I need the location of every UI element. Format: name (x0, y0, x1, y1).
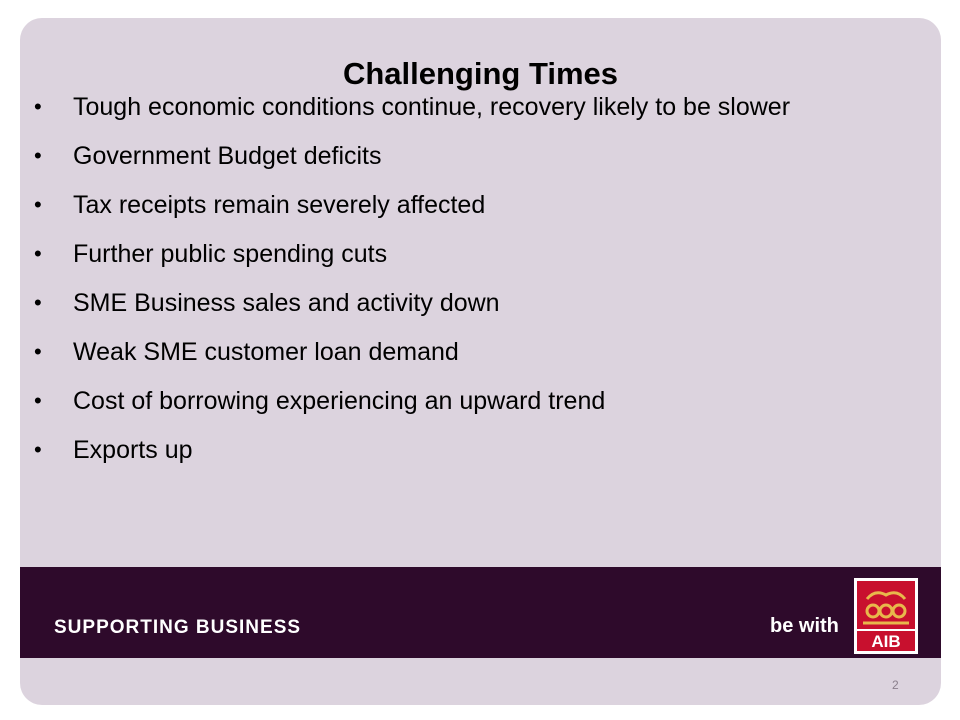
logo-text: AIB (871, 632, 901, 651)
bullet-dot-icon: • (34, 94, 42, 119)
bullet-text: Further public spending cuts (73, 240, 388, 268)
bullet-dot-icon: • (34, 437, 42, 462)
bullet-item (32, 433, 902, 467)
bullet-text: Government Budget deficits (73, 142, 382, 170)
bullet-text: SME Business sales and activity down (73, 289, 500, 317)
bullet-text: Weak SME customer loan demand (73, 338, 459, 366)
bullet-item (32, 90, 902, 124)
bullet-item (32, 384, 902, 418)
bullet-item (32, 139, 902, 173)
footer-band (20, 567, 941, 658)
bullet-text: Exports up (73, 436, 193, 464)
bullet-item (32, 335, 902, 369)
footer-tagline: SUPPORTING BUSINESS (54, 617, 302, 638)
bullet-dot-icon: • (34, 143, 42, 168)
page-number: 2 (892, 678, 899, 692)
bullet-text: Tax receipts remain severely affected (73, 191, 486, 219)
be-with-slogan: be with (770, 615, 839, 637)
slide (20, 18, 941, 705)
bullet-text: Cost of borrowing experiencing an upward trend (73, 387, 606, 415)
bullet-item (32, 188, 902, 222)
bullet-dot-icon: • (34, 339, 42, 364)
bullet-dot-icon: • (34, 192, 42, 217)
slide-title: Challenging Times (342, 56, 619, 91)
bullet-item (32, 237, 902, 271)
bullet-dot-icon: • (34, 290, 42, 315)
bullet-list (32, 90, 902, 482)
bullet-text: Tough economic conditions continue, recovery likely to be slower (73, 93, 791, 121)
aib-logo-icon (853, 577, 919, 655)
bullet-dot-icon: • (34, 241, 42, 266)
bullet-dot-icon: • (34, 388, 42, 413)
bullet-item (32, 286, 902, 320)
